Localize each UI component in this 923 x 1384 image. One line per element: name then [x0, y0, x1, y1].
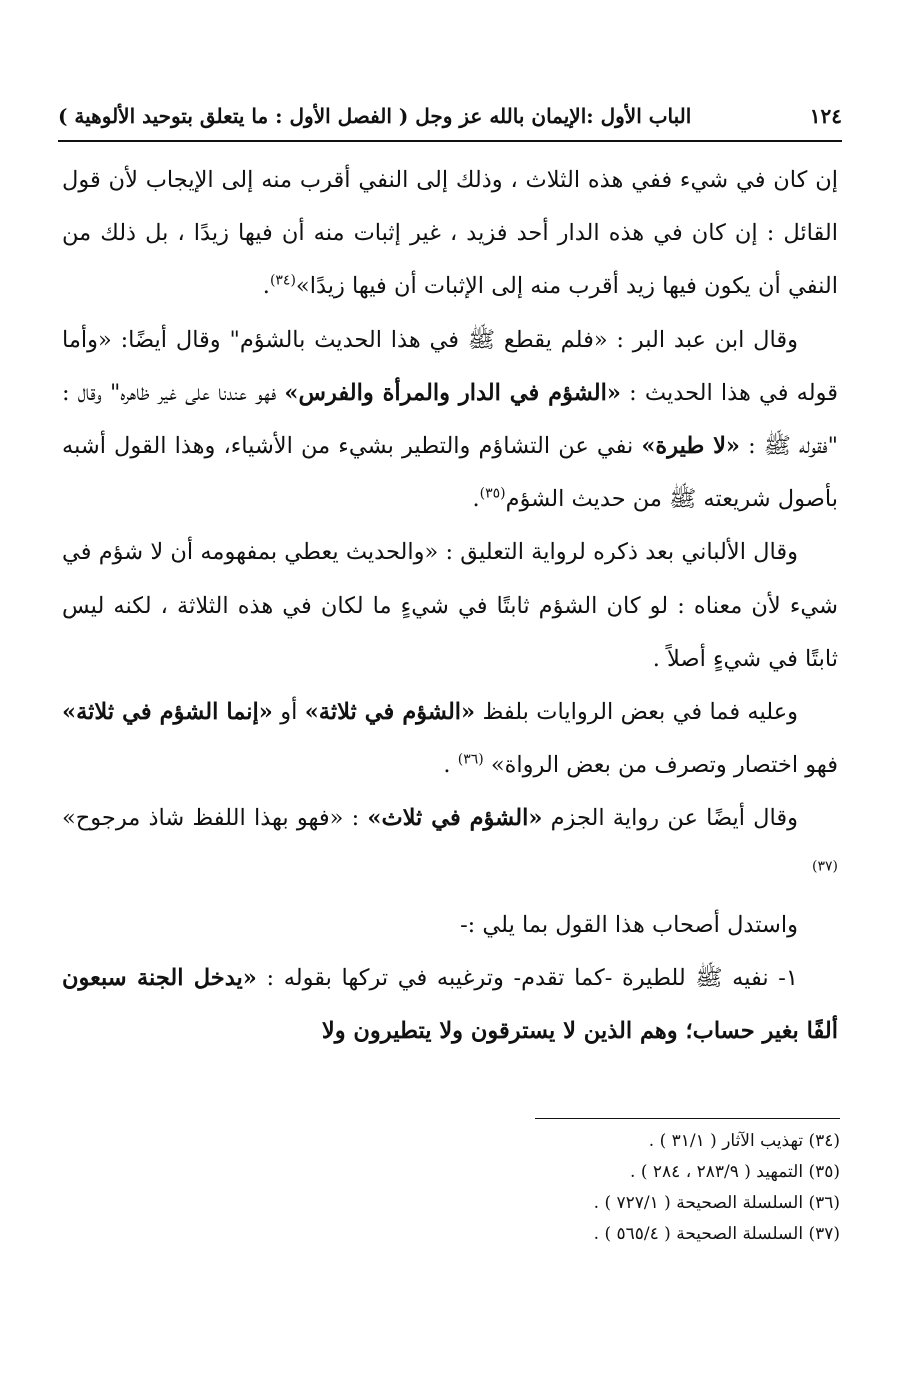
hadith-quote: «إنما الشؤم في ثلاثة»	[62, 699, 273, 726]
footnote-37: (٣٧) السلسلة الصحيحة ( ٥٦٥/٤ ) .	[593, 1224, 840, 1244]
footnote-36: (٣٦) السلسلة الصحيحة ( ٧٢٧/١ ) .	[593, 1193, 840, 1213]
hadith-quote: «الشؤم في ثلاث»	[367, 805, 543, 832]
page-number: ١٢٤	[809, 104, 842, 128]
footnote-34: (٣٤) تهذيب الآثار ( ٣١/١ ) .	[648, 1131, 840, 1151]
footnote-35: (٣٥) التمهيد ( ٢٨٣/٩ ، ٢٨٤ ) .	[630, 1162, 840, 1182]
footnote-ref-34: (٣٤)	[269, 272, 296, 289]
page-header	[58, 96, 842, 136]
hadith-quote: «لا طيرة»	[641, 433, 740, 460]
paragraph-3: وقال الألباني بعد ذكره لرواية التعليق : «والحديث يعطي بمفهومه أن لا شؤم في شيء لأن معناه : لو كان الشؤم ثابتًا في شيءٍ ما لكان في هذه الثلاثة ، لكنه ليس ثابتًا في شيءٍ أصلاً .	[62, 539, 838, 672]
footnotes	[380, 1126, 840, 1250]
paragraph-1: إن كان في شيء ففي هذه الثلاث ، وذلك إلى النفي أقرب منه إلى الإيجاب لأن قول القائل : إن كان في هذه الدار أحد فزيد ، غير إثبات منه أن فيها زيدًا ، بل ذلك من النفي أن يكون فيها زيد أقرب منه إلى الإثبات أن فيها زيدًا»$^{(٣٤)}$.	[62, 167, 838, 300]
running-title: الباب الأول :الإيمان بالله عز وجل ( الفصل الأول : ما يتعلق بتوحيد الألوهية )	[58, 104, 692, 128]
paragraph-5: وقال أيضًا عن رواية الجزم «الشؤم في ثلاث» : «فهو بهذا اللفظ شاذ مرجوح» $^{(٣٧)}$	[62, 805, 838, 875]
header-rule	[58, 140, 842, 142]
footnote-ref-35: (٣٥)	[479, 485, 506, 502]
paragraph-7: ١- نفيه ﷺ للطيرة -كما تقدم- وترغيبه في تركها بقوله : «يدخل الجنة سبعون ألفًا بغير حساب؛ وهم الذين لا يسترقون ولا يتطيرون ولا	[62, 965, 838, 1045]
hadith-quote: «الشؤم في ثلاثة»	[304, 699, 476, 726]
hadith-quote: «يدخل الجنة سبعون ألفًا بغير حساب؛ وهم الذين لا يسترقون ولا يتطيرون ولا	[62, 965, 838, 1045]
footnote-ref-37: (٣٧)	[812, 858, 838, 875]
footnote-ref-36: (٣٦)	[457, 751, 484, 768]
main-text	[62, 154, 838, 1058]
footnote-rule	[535, 1118, 840, 1119]
paragraph-4: وعليه فما في بعض الروايات بلفظ «الشؤم في ثلاثة» أو «إنما الشؤم في ثلاثة» فهو اختصار وتصرف من بعض الرواة» $^{(٣٦)}$ .	[62, 699, 838, 779]
hadith-quote: «الشؤم في الدار والمرأة والفرس»	[284, 379, 621, 406]
paragraph-6: واستدل أصحاب هذا القول بما يلي :-	[460, 911, 798, 938]
paragraph-2: وقال ابن عبد البر : «فلم يقطع ﷺ في هذا الحديث بالشؤم" وقال أيضًا: «وأما قوله في هذا الحديث : «الشؤم في الدار والمرأة والفرس» فهو عندنا على غير ظاهره" وقال : "فقوله ﷺ : «لا طيرة» نفي عن التشاؤم والتطير بشيء من الأشياء، وهذا القول أشبه بأصول شريعته ﷺ من حديث الشؤم$^{(٣٥)}$.	[62, 326, 839, 513]
